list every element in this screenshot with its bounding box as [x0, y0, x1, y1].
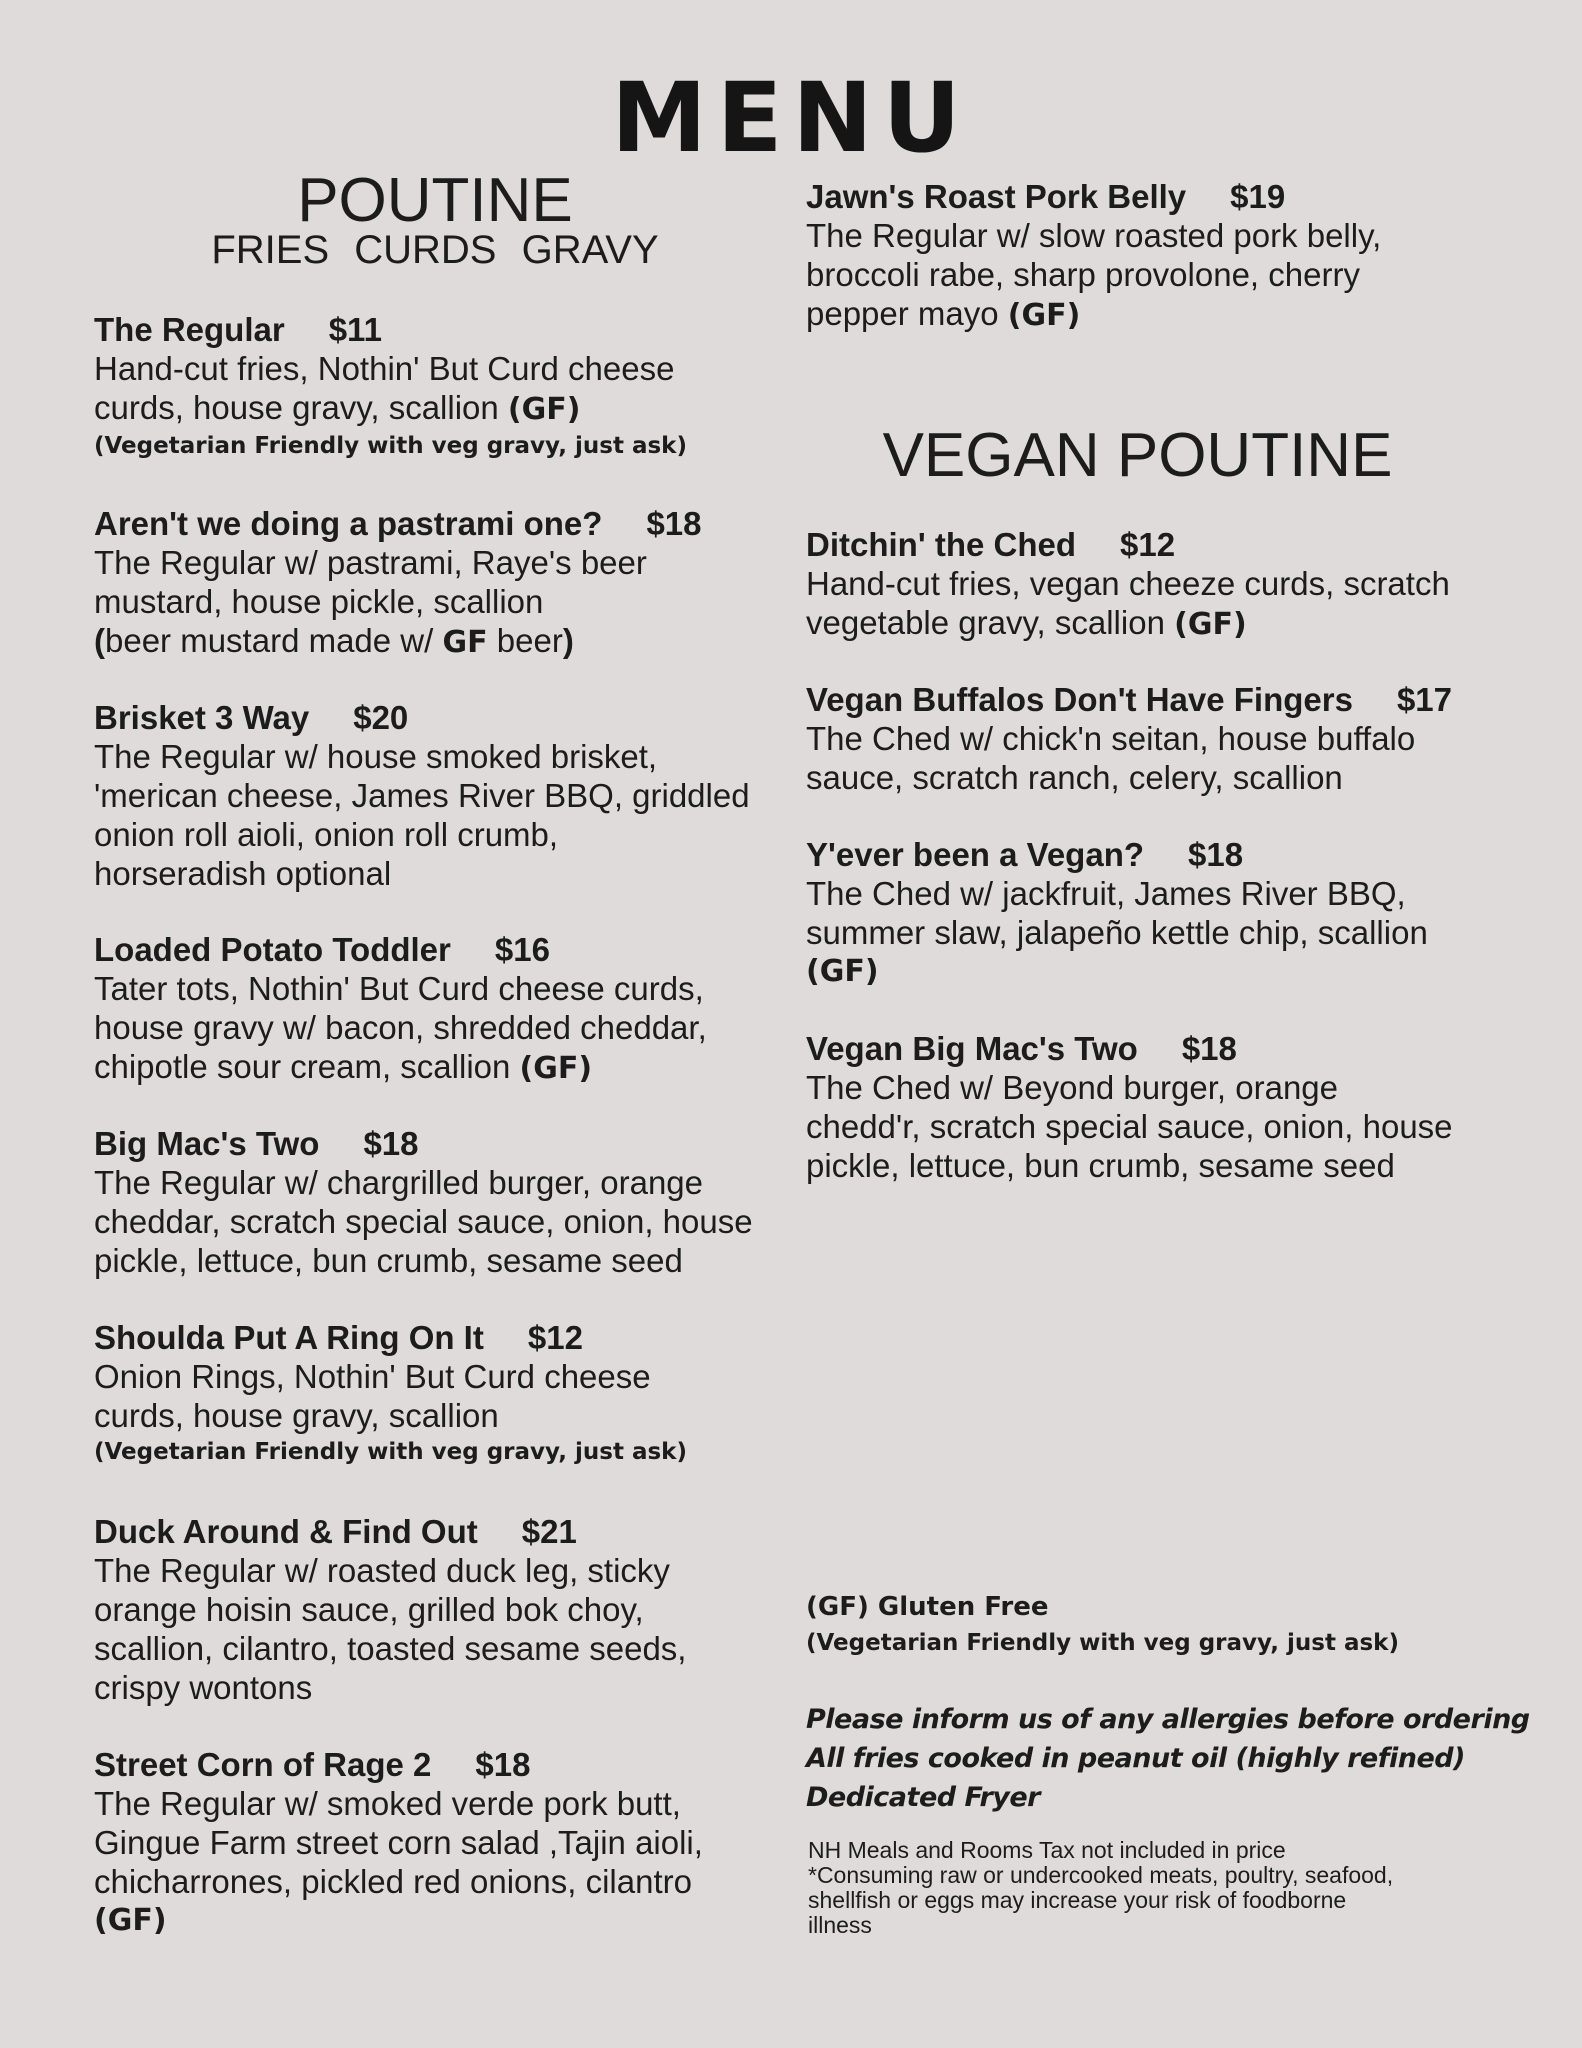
gluten-free-tag: (GF) [1007, 298, 1081, 333]
item-description: curds, house gravy, scallion [94, 1397, 499, 1434]
item-price: $18 [1181, 1030, 1237, 1067]
menu-item-street-corn-of-rage [94, 1745, 703, 1940]
beer-mustard-note: (beer mustard made w/ GF beer) [94, 622, 574, 660]
legend-vegetarian: (Vegetarian Friendly with veg gravy, just ask) [806, 1630, 1399, 1656]
item-name: Vegan Big Mac's Two [806, 1030, 1138, 1067]
item-price: $18 [475, 1746, 531, 1783]
gluten-free-tag: (GF) [94, 1903, 167, 1938]
item-name: Duck Around & Find Out [94, 1513, 478, 1550]
item-description: vegetable gravy, scallion [806, 604, 1165, 641]
item-price: $16 [494, 931, 550, 968]
vegetarian-note: (Vegetarian Friendly with veg gravy, just ask) [94, 433, 687, 459]
fine-print-line: shellfish or eggs may increase your risk of foodborne [808, 1887, 1347, 1913]
item-description: chedd'r, scratch special sauce, onion, house [806, 1108, 1453, 1145]
item-description: cheddar, scratch special sauce, onion, house [94, 1203, 753, 1240]
allergy-notice [806, 1700, 1530, 1817]
item-name: Big Mac's Two [94, 1125, 320, 1162]
fine-print-line: *Consuming raw or undercooked meats, poultry, seafood, [808, 1862, 1394, 1888]
item-description: pickle, lettuce, bun crumb, sesame seed [94, 1242, 683, 1279]
item-description: The Regular w/ smoked verde pork butt, [94, 1785, 681, 1822]
item-price: $18 [646, 505, 702, 542]
item-description: The Regular w/ slow roasted pork belly, [806, 217, 1382, 254]
item-name: Vegan Buffalos Don't Have Fingers [806, 681, 1353, 718]
item-price: $18 [1188, 836, 1244, 873]
item-price: $11 [328, 311, 382, 348]
item-description: onion roll aioli, onion roll crumb, [94, 816, 559, 853]
fine-print [808, 1838, 1393, 1938]
item-description: The Ched w/ jackfruit, James River BBQ, [806, 875, 1406, 912]
menu-item-big-macs-two [94, 1124, 753, 1280]
item-description: 'merican cheese, James River BBQ, griddled [94, 777, 750, 814]
item-description: The Regular w/ chargrilled burger, orange [94, 1164, 704, 1201]
item-description: orange hoisin sauce, grilled bok choy, [94, 1591, 644, 1628]
item-name: The Regular [94, 311, 285, 348]
item-name: Ditchin' the Ched [806, 526, 1077, 563]
item-description: Onion Rings, Nothin' But Curd cheese [94, 1358, 651, 1395]
item-description: crispy wontons [94, 1669, 313, 1706]
menu-item-duck-around [94, 1512, 686, 1707]
item-description: The Regular w/ house smoked brisket, [94, 738, 658, 775]
item-description: The Ched w/ Beyond burger, orange [806, 1069, 1339, 1106]
item-description: Hand-cut fries, vegan cheeze curds, scratch [806, 565, 1450, 602]
legend-gluten-free: (GF) Gluten Free [806, 1592, 1049, 1622]
menu-item-loaded-potato-toddler [94, 930, 707, 1088]
item-name: Aren't we doing a pastrami one? [94, 505, 603, 542]
menu-item-ditchin-the-ched [806, 525, 1450, 644]
gluten-free-tag: (GF) [806, 954, 879, 989]
allergy-line: Dedicated Fryer [806, 1782, 1040, 1813]
item-name: Brisket 3 Way [94, 699, 310, 736]
item-description: scallion, cilantro, toasted sesame seeds, [94, 1630, 687, 1667]
item-description: chipotle sour cream, scallion [94, 1048, 511, 1085]
item-name: Shoulda Put A Ring On It [94, 1319, 484, 1356]
item-description: The Regular w/ roasted duck leg, sticky [94, 1552, 670, 1589]
vegetarian-note: (Vegetarian Friendly with veg gravy, just ask) [94, 1439, 687, 1465]
item-description: house gravy w/ bacon, shredded cheddar, [94, 1009, 707, 1046]
item-description: mustard, house pickle, scallion [94, 583, 544, 620]
item-description: pickle, lettuce, bun crumb, sesame seed [806, 1147, 1395, 1184]
item-description: horseradish optional [94, 855, 392, 892]
menu-item-vegan-big-macs-two [806, 1029, 1453, 1185]
vegan-poutine-heading: VEGAN POUTINE [882, 421, 1393, 490]
item-name: Street Corn of Rage 2 [94, 1746, 432, 1783]
item-description: Gingue Farm street corn salad ,Tajin aioli, [94, 1824, 703, 1861]
item-price: $12 [1120, 526, 1176, 563]
item-price: $17 [1396, 681, 1453, 718]
fine-print-line: illness [808, 1912, 872, 1938]
item-name: Y'ever been a Vegan? [806, 836, 1145, 873]
menu-item-shoulda-put-a-ring-on-it [94, 1318, 687, 1469]
gluten-free-tag: (GF) [519, 1051, 593, 1086]
fine-print-line: NH Meals and Rooms Tax not included in price [808, 1837, 1286, 1863]
item-price: $19 [1230, 178, 1286, 215]
item-description: curds, house gravy, scallion [94, 389, 499, 426]
menu-item-yever-been-a-vegan [806, 835, 1428, 991]
item-description: The Ched w/ chick'n seitan, house buffalo [806, 720, 1416, 757]
gluten-free-tag: (GF) [507, 392, 581, 427]
item-description: sauce, scratch ranch, celery, scallion [806, 759, 1343, 796]
item-price: $20 [353, 699, 409, 736]
item-name: Jawn's Roast Pork Belly [806, 178, 1187, 215]
menu-item-jawns-roast-pork-belly [806, 177, 1381, 335]
item-description: broccoli rabe, sharp provolone, cherry [806, 256, 1360, 293]
item-description: Hand-cut fries, Nothin' But Curd cheese [94, 350, 675, 387]
allergy-line: All fries cooked in peanut oil (highly refined) [806, 1743, 1465, 1774]
gluten-free-tag: GF [442, 625, 488, 660]
item-description: chicharrones, pickled red onions, cilantro [94, 1863, 692, 1900]
item-description: summer slaw, jalapeño kettle chip, scallion [806, 914, 1428, 951]
item-description: The Regular w/ pastrami, Raye's beer [94, 544, 647, 581]
poutine-subheading: FRIES CURDS GRAVY [211, 228, 659, 272]
item-description: Tater tots, Nothin' But Curd cheese curds, [94, 970, 704, 1007]
poutine-heading: POUTINE [297, 166, 573, 235]
item-price: $12 [527, 1319, 583, 1356]
legend [806, 1588, 1399, 1660]
item-name: Loaded Potato Toddler [94, 931, 451, 968]
menu-item-brisket [94, 698, 750, 893]
menu-item-pastrami [94, 504, 702, 662]
item-price: $18 [363, 1125, 419, 1162]
menu-item-the-regular [94, 310, 687, 463]
menu-item-vegan-buffalos [806, 680, 1452, 797]
item-price: $21 [521, 1513, 577, 1550]
allergy-line: Please inform us of any allergies before ordering [806, 1704, 1530, 1735]
page-title: MENU [611, 62, 971, 174]
item-description: pepper mayo [806, 295, 999, 332]
gluten-free-tag: (GF) [1174, 607, 1247, 642]
